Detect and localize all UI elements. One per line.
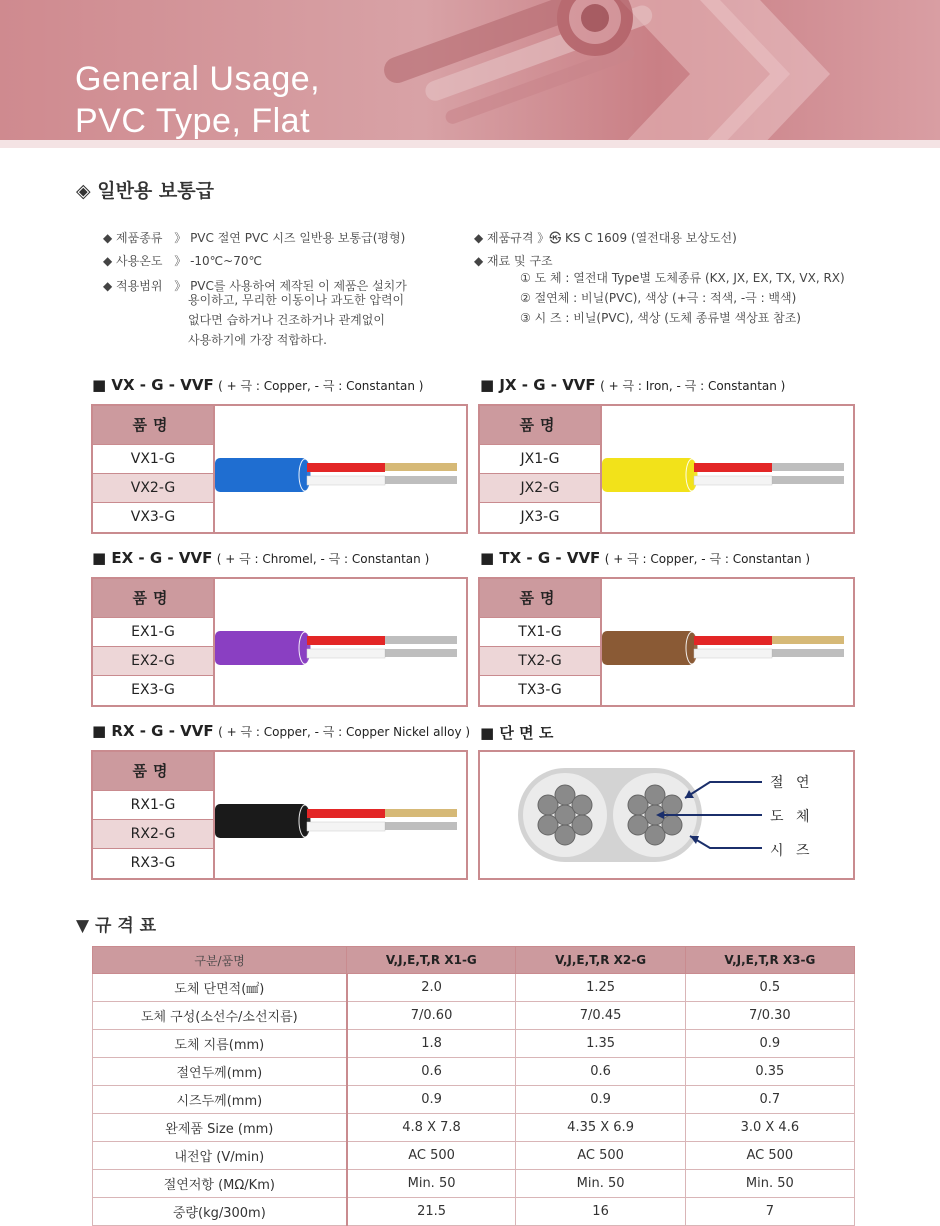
product-table-jx: [478, 404, 855, 534]
scope-line: 없다면 습하거나 건조하거나 관계없이: [188, 313, 385, 327]
spec-material-title: ◆ 재료 및 구조: [474, 254, 553, 268]
product-model-cell: EX3-G: [93, 675, 213, 704]
banner-title-line-2: PVC Type, Flat: [75, 102, 311, 140]
row-label-cell: 내전압 (V/min): [93, 1142, 347, 1170]
product-heading-ex: [92, 549, 429, 567]
value-cell: 0.6: [516, 1058, 685, 1086]
value-cell: 16: [516, 1198, 685, 1226]
banner-title: [75, 58, 320, 142]
value-cell: Min. 50: [347, 1170, 516, 1198]
material-line: ① 도 체 : 열전대 Type별 도체종류 (KX, JX, EX, TX, VX, RX): [520, 271, 845, 285]
value-cell: 0.6: [347, 1058, 516, 1086]
value-cell: Min. 50: [685, 1170, 854, 1198]
cross-section-title: ■ 단 면 도: [480, 724, 554, 742]
product-model-cell: VX1-G: [93, 444, 213, 473]
cable-sheath: [215, 804, 307, 838]
column-header: 구분/품명: [93, 947, 347, 974]
spec-table-title: ▼ 규 격 표: [76, 916, 157, 936]
product-model-cell: VX2-G: [93, 473, 213, 502]
spec-value: 》 PVC 절연 PVC 시즈 일반용 보통급(평형): [174, 231, 406, 245]
spec-materials: [520, 268, 845, 328]
product-heading-tx: [480, 549, 810, 567]
value-cell: 4.35 X 6.9: [516, 1114, 685, 1142]
value-cell: 2.0: [347, 974, 516, 1002]
value-cell: 0.7: [685, 1086, 854, 1114]
value-cell: 3.0 X 4.6: [685, 1114, 854, 1142]
spec-table-row: [93, 1002, 855, 1030]
product-name-header: 품명: [480, 406, 600, 444]
value-cell: Min. 50: [516, 1170, 685, 1198]
label-conductor: 도 체: [770, 809, 814, 825]
value-cell: 0.9: [347, 1086, 516, 1114]
spec-table-row: [93, 1198, 855, 1226]
value-cell: 7/0.60: [347, 1002, 516, 1030]
negative-insulation: [307, 649, 385, 658]
cable-illustration: [215, 579, 466, 705]
spec-scope-continuation: [188, 290, 404, 350]
value-cell: 7: [685, 1198, 854, 1226]
negative-insulation: [694, 649, 772, 658]
spec-table-row: [93, 1142, 855, 1170]
product-note: ( + 극 : Copper, - 극 : Copper Nickel alloy ): [218, 725, 471, 739]
value-cell: 21.5: [347, 1198, 516, 1226]
value-cell: AC 500: [685, 1142, 854, 1170]
value-cell: 0.9: [685, 1030, 854, 1058]
spec-temperature: [103, 252, 262, 269]
value-cell: 0.5: [685, 974, 854, 1002]
positive-insulation: [694, 636, 772, 645]
product-note: ( + 극 : Copper, - 극 : Constantan ): [218, 379, 424, 393]
cross-section-diagram: [478, 750, 855, 880]
banner-title-line-1: General Usage,: [75, 60, 321, 98]
row-label-cell: 완제품 Size (mm): [93, 1114, 347, 1142]
row-label-cell: 절연두께(mm): [93, 1058, 347, 1086]
spec-table-row: [93, 1086, 855, 1114]
product-code: ■ TX - G - VVF: [480, 549, 601, 567]
value-cell: 7/0.30: [685, 1002, 854, 1030]
spec-product-type: [103, 229, 405, 246]
product-code: ■ JX - G - VVF: [480, 376, 596, 394]
material-line: ② 절연체 : 비닐(PVC), 색상 (+극 : 적색, -극 : 백색): [520, 291, 797, 305]
spec-table-row: [93, 1058, 855, 1086]
value-cell: AC 500: [347, 1142, 516, 1170]
row-label-cell: 도체 구성(소선수/소선지름): [93, 1002, 347, 1030]
product-table-ex: [91, 577, 468, 707]
cable-sheath: [602, 458, 694, 492]
product-code: ■ RX - G - VVF: [92, 722, 214, 740]
scope-line: 용이하고, 무리한 이동이나 과도한 압력이: [188, 293, 405, 307]
column-header: V,J,E,T,R X1-G: [347, 947, 516, 974]
product-model-cell: TX2-G: [480, 646, 600, 675]
cable-illustration: [215, 752, 466, 878]
spec-standard: ◆ 제품규격 》㉿ KS C 1609 (열전대용 보상도선): [474, 231, 737, 245]
negative-insulation: [307, 822, 385, 831]
product-code: ■ EX - G - VVF: [92, 549, 213, 567]
product-note: ( + 극 : Copper, - 극 : Constantan ): [604, 552, 811, 566]
spec-table-row: [93, 1030, 855, 1058]
spec-table-row: [93, 1114, 855, 1142]
product-model-cell: TX1-G: [480, 617, 600, 646]
scope-line: 사용하기에 가장 적합하다.: [188, 333, 327, 347]
product-name-header: 품명: [93, 579, 213, 617]
cable-illustration: [215, 406, 466, 532]
value-cell: 0.35: [685, 1058, 854, 1086]
spec-table-row: [93, 974, 855, 1002]
spec-value: 》 -10℃~70℃: [174, 254, 262, 268]
material-line: ③ 시 즈 : 비닐(PVC), 색상 (도체 종류별 색상표 참조): [520, 311, 801, 325]
cable-sheath: [602, 631, 694, 665]
column-header: V,J,E,T,R X2-G: [516, 947, 685, 974]
positive-insulation: [307, 809, 385, 818]
product-heading-jx: [480, 376, 785, 394]
product-model-cell: JX3-G: [480, 502, 600, 531]
value-cell: 1.25: [516, 974, 685, 1002]
product-model-cell: JX1-G: [480, 444, 600, 473]
product-heading-vx: [92, 376, 423, 394]
label-insulation: 절 연: [770, 775, 814, 791]
positive-insulation: [307, 636, 385, 645]
value-cell: 1.35: [516, 1030, 685, 1058]
product-model-cell: TX3-G: [480, 675, 600, 704]
positive-insulation: [307, 463, 385, 472]
spec-label: ◆ 적용범위: [103, 279, 163, 293]
product-name-header: 품명: [480, 579, 600, 617]
value-cell: 7/0.45: [516, 1002, 685, 1030]
product-model-cell: JX2-G: [480, 473, 600, 502]
spec-table-header-row: [93, 947, 855, 974]
spec-value: 》 PVC를 사용하여 제작된 이 제품은 설치가: [174, 279, 407, 293]
cable-illustration: [602, 406, 853, 532]
negative-insulation: [694, 476, 772, 485]
row-label-cell: 시즈두께(mm): [93, 1086, 347, 1114]
value-cell: 4.8 X 7.8: [347, 1114, 516, 1142]
cable-sheath: [215, 631, 307, 665]
product-model-cell: RX2-G: [93, 819, 213, 848]
row-label-cell: 도체 단면적(㎟): [93, 974, 347, 1002]
column-header: V,J,E,T,R X3-G: [685, 947, 854, 974]
value-cell: 0.9: [516, 1086, 685, 1114]
product-model-cell: VX3-G: [93, 502, 213, 531]
product-model-cell: RX1-G: [93, 790, 213, 819]
spec-label: ◆ 사용온도: [103, 254, 163, 268]
product-note: ( + 극 : Iron, - 극 : Constantan ): [600, 379, 786, 393]
product-table-rx: [91, 750, 468, 880]
label-sheath: 시 즈: [770, 843, 814, 859]
cross-section-heading: [480, 722, 553, 743]
header-banner: [0, 0, 940, 148]
product-table-tx: [478, 577, 855, 707]
spec-table: [92, 946, 855, 1226]
product-model-cell: RX3-G: [93, 848, 213, 877]
value-cell: AC 500: [516, 1142, 685, 1170]
row-label-cell: 도체 지름(mm): [93, 1030, 347, 1058]
product-model-cell: EX2-G: [93, 646, 213, 675]
product-model-cell: EX1-G: [93, 617, 213, 646]
product-table-vx: [91, 404, 468, 534]
spec-label: ◆ 제품종류: [103, 231, 163, 245]
positive-insulation: [694, 463, 772, 472]
cable-illustration: [602, 579, 853, 705]
row-label-cell: 중량(kg/300m): [93, 1198, 347, 1226]
product-code: ■ VX - G - VVF: [92, 376, 214, 394]
row-label-cell: 절연저항 (MΩ/Km): [93, 1170, 347, 1198]
product-heading-rx: [92, 722, 470, 740]
product-name-header: 품명: [93, 406, 213, 444]
product-name-header: 품명: [93, 752, 213, 790]
cable-sheath: [215, 458, 307, 492]
spec-table-row: [93, 1170, 855, 1198]
value-cell: 1.8: [347, 1030, 516, 1058]
product-note: ( + 극 : Chromel, - 극 : Constantan ): [216, 552, 430, 566]
section-title: ◈ 일반용 보통급: [76, 180, 214, 202]
negative-insulation: [307, 476, 385, 485]
